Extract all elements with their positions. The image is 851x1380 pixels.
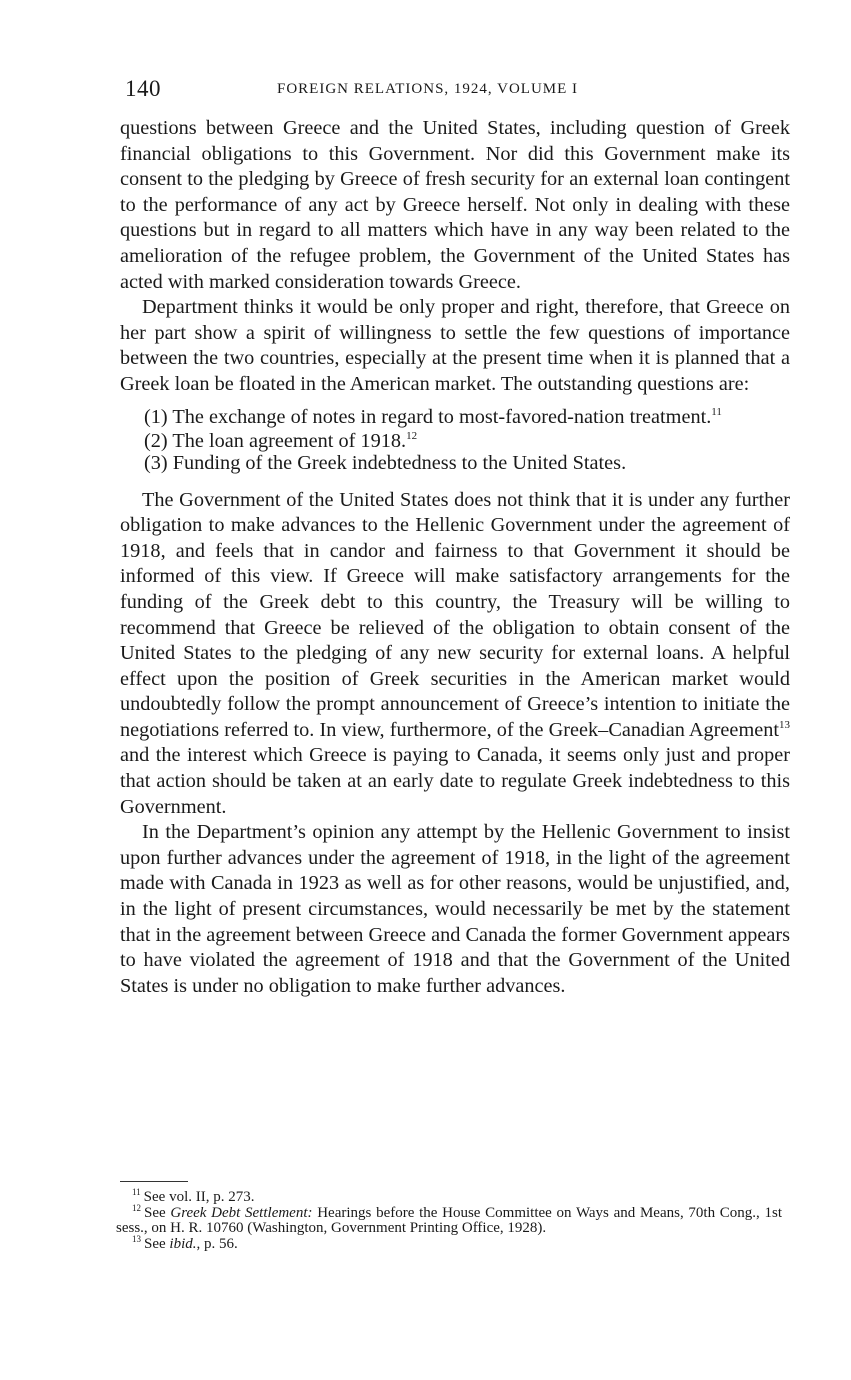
footnote-mark: 12 bbox=[132, 1202, 141, 1213]
footnote-divider bbox=[120, 1181, 188, 1182]
list-item-text: (1) The exchange of notes in regard to most-favored-nation treatment. bbox=[144, 405, 712, 428]
paragraph-3 bbox=[120, 488, 790, 821]
footnote-text: See bbox=[144, 1235, 170, 1252]
list-item bbox=[120, 430, 790, 452]
footnote-11 bbox=[116, 1187, 782, 1206]
footnote-mark: 11 bbox=[132, 1187, 141, 1197]
body-text bbox=[120, 116, 790, 999]
footnote-text: See bbox=[144, 1204, 171, 1221]
paragraph-1: questions between Greece and the United States, including question of Greek financial obligations to this Government. Nor did this Government make its consent to the pledging by Greece of fresh security for an external loan contingent to the performance of any act by Greece herself. Not only in dealing with these questions but in regard to all matters which have in any way been related to the amelioration of the refugee problem, the Government of the United States has acted with marked consideration towards Greece. bbox=[120, 117, 790, 293]
footnote-text: , p. 56. bbox=[196, 1235, 238, 1252]
running-title: FOREIGN RELATIONS, 1924, VOLUME I bbox=[277, 81, 579, 97]
footnote-12 bbox=[116, 1202, 782, 1237]
footnote-ref: 12 bbox=[406, 429, 418, 442]
footnotes bbox=[116, 1187, 782, 1252]
footnote-ref: 11 bbox=[711, 405, 722, 418]
list-item bbox=[120, 406, 790, 428]
list-item bbox=[120, 452, 790, 474]
paragraph-3-text-cont: and the interest which Greece is paying to Canada, it seems only just and proper that action should be taken at an early date to regulate Greek indebtedness to this Government. bbox=[120, 744, 790, 818]
questions-list bbox=[120, 406, 790, 474]
footnote-mark: 13 bbox=[132, 1233, 141, 1244]
page-number: 140 bbox=[125, 76, 161, 101]
list-item-text: (2) The loan agreement of 1918. bbox=[144, 429, 407, 452]
paragraph-3-text: The Government of the United States does not think that it is under any further obligation to make advances to the Hellenic Government under the agreement of 1918, and feels that in candor and fairness to that Government it should be informed of this view. If Greece will make satisfactory arrangements for the funding of the Greek debt to this country, the Treasury will be willing to recommend that Greece be relieved of the obligation to obtain consent of the United States to the pledging of any new security for external loans. A helpful effect upon the position of Greek securities in the American market would undoubtedly follow the prompt announcement of Greece’s intention to initiate the negotiations referred to. In view, furthermore, of the Greek–Canadian Agreement bbox=[120, 488, 790, 741]
paragraph-2: Department thinks it would be only proper and right, therefore, that Greece on her part show a spirit of willingness to settle the few questions of importance between the two countries, especially at the present time when it is planned that a Greek loan be floated in the American market. The outstanding questions are: bbox=[120, 296, 790, 395]
footnote-ref: 13 bbox=[779, 718, 790, 731]
paragraph-4: In the Department’s opinion any attempt by the Hellenic Government to insist upon further advances under the agreement of 1918, in the light of the agreement made with Canada in 1923 as well as for other reasons, would be unjustified, and, in the light of present circumstances, would necessarily be met by the statement that in the agreement between Greece and Canada the former Government appears to have violated the agreement of 1918 and that the Government of the United States is under no obligation to make further advances. bbox=[120, 821, 790, 997]
footnote-ibid: ibid. bbox=[169, 1235, 197, 1252]
page-header bbox=[125, 76, 790, 106]
footnote-title: Greek Debt Settlement: bbox=[170, 1204, 313, 1221]
footnote-13 bbox=[116, 1233, 782, 1253]
footnote-text: Hearings before the House Committee on Ways and Means, 70th Cong., 1st sess., on H. R. 10760 (Washington, Government Printing Office, 1928). bbox=[116, 1204, 782, 1236]
list-item-text: (3) Funding of the Greek indebtedness to the United States. bbox=[144, 451, 627, 474]
footnote-text: See vol. II, p. 273. bbox=[143, 1189, 255, 1205]
